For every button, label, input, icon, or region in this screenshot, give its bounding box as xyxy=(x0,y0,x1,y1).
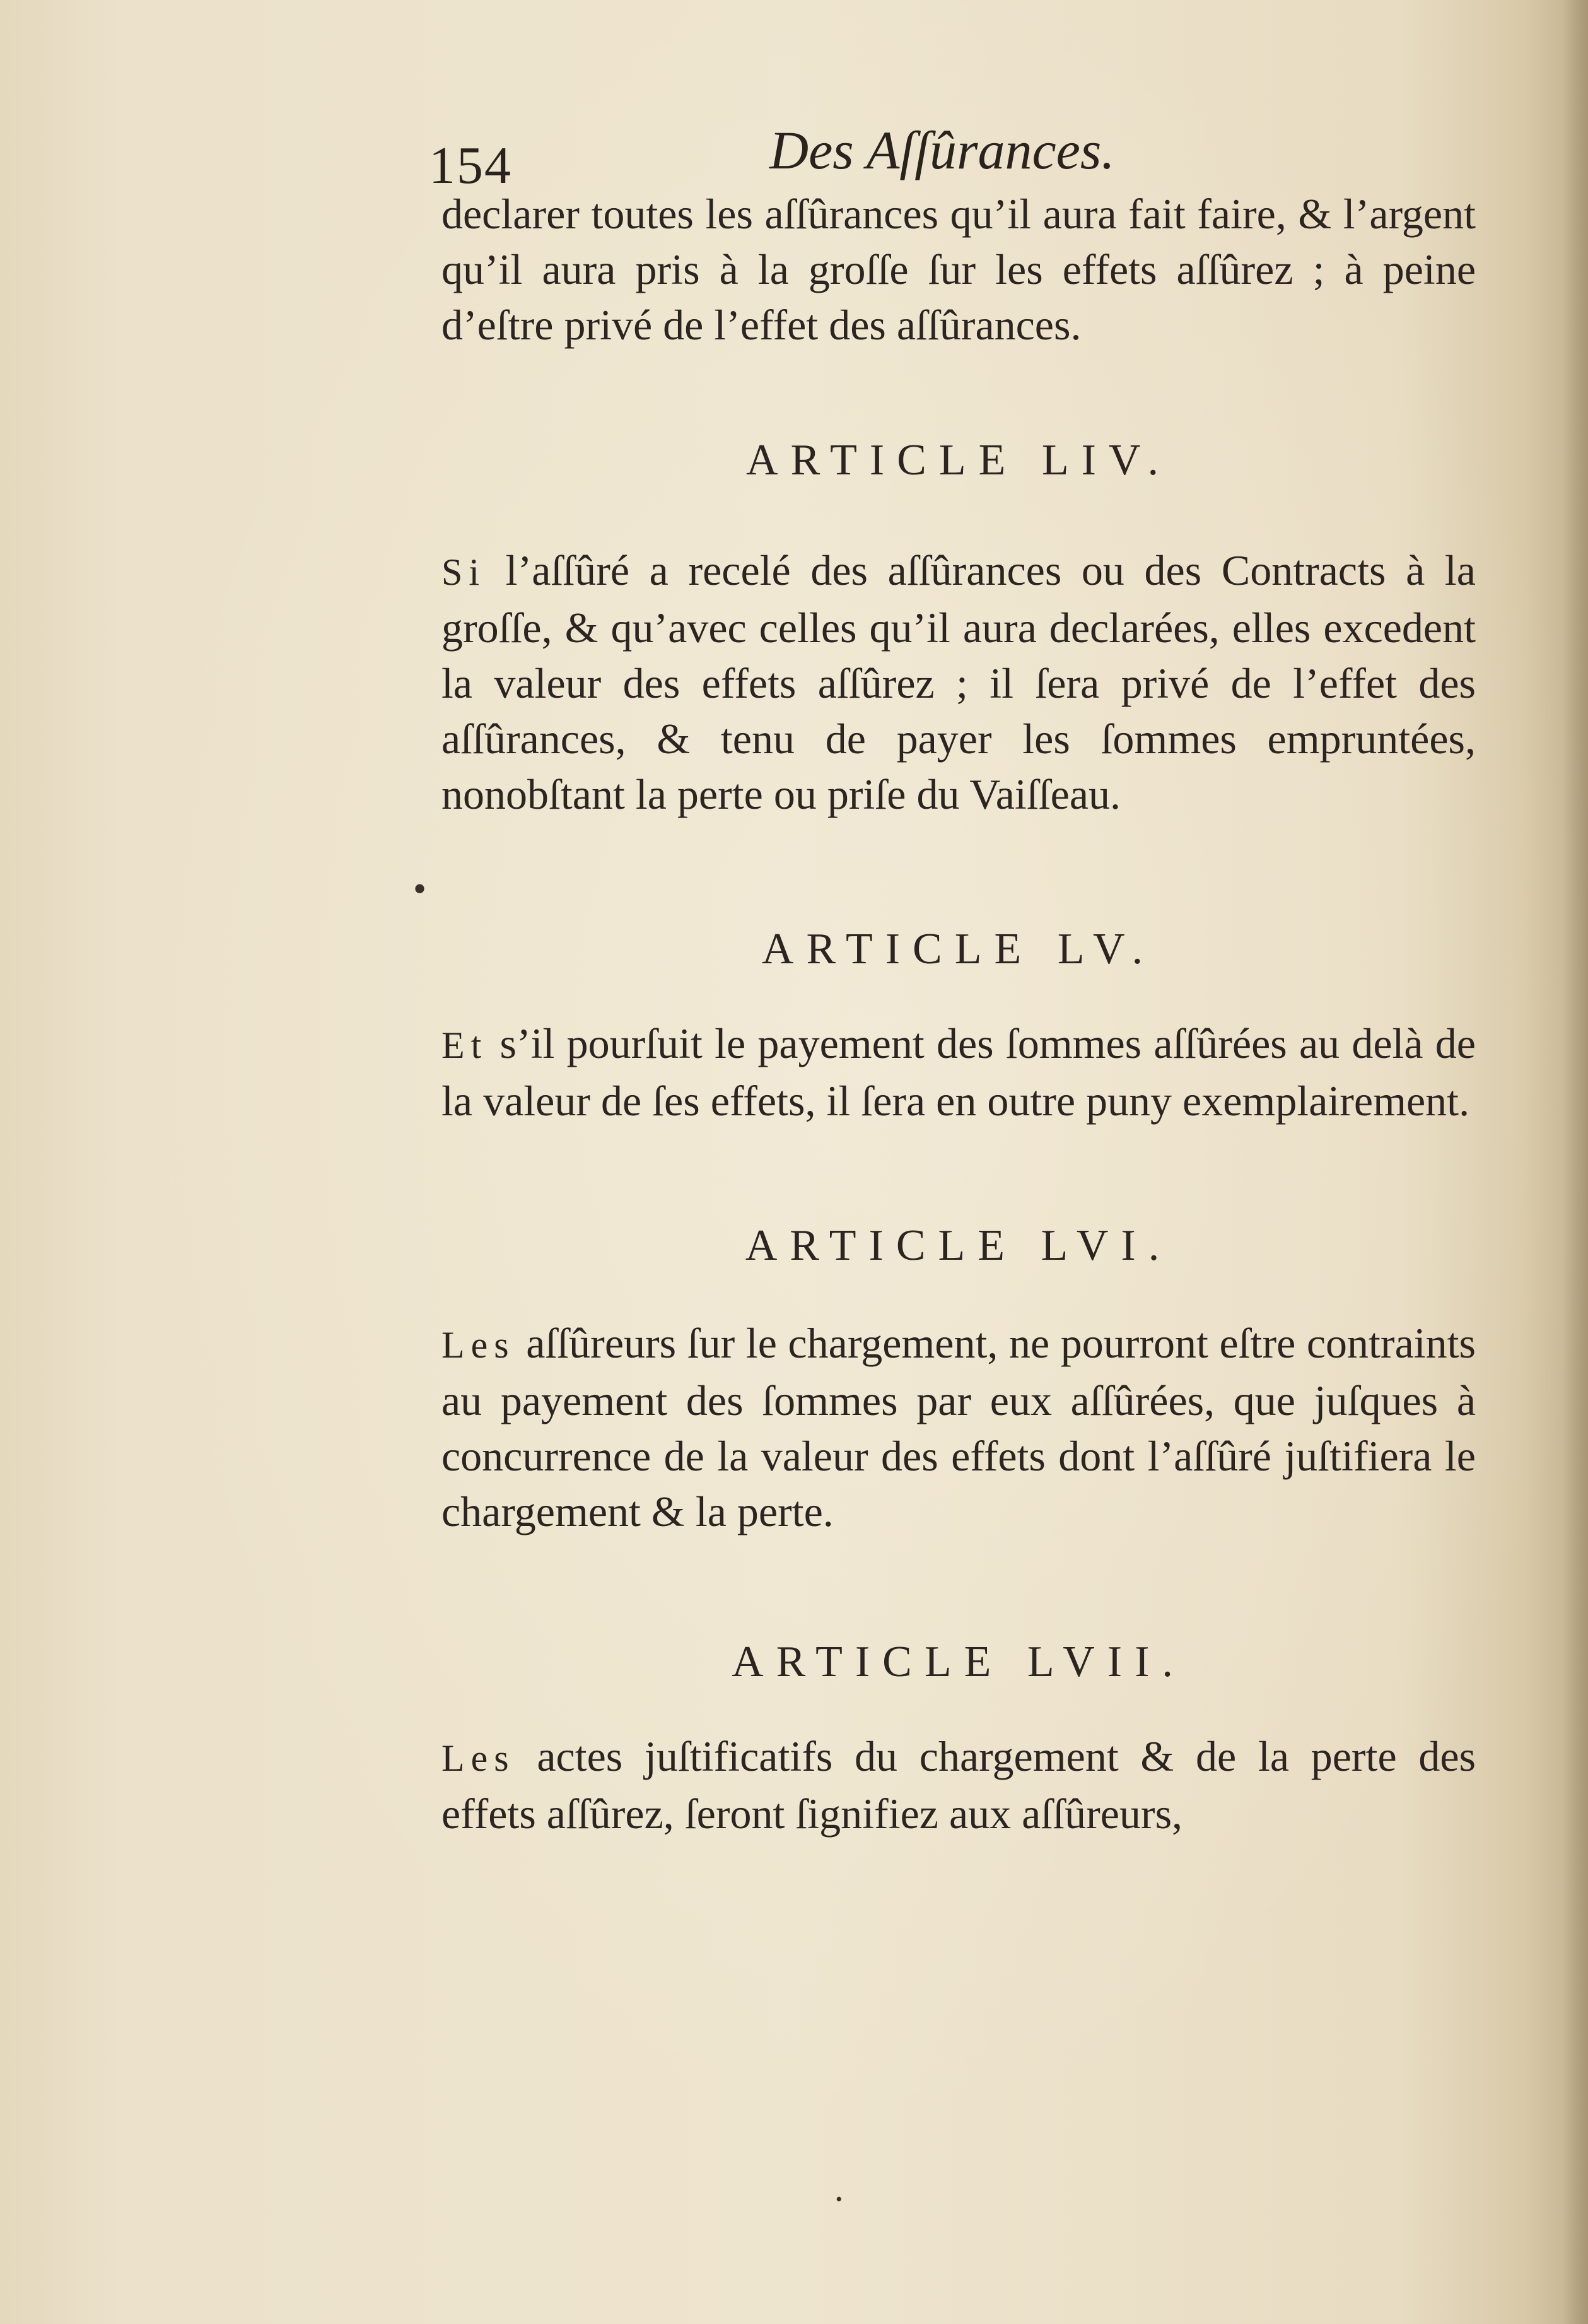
article-56-text: aſſûreurs ſur le chargement, ne pourront eſtre contraints au payement des ſommes par eux aſſûrées, que juſques à concurrence de la valeur des effets dont l’aſſûré juſtifiera le chargement & la perte. xyxy=(441,1319,1476,1535)
article-57-text: actes juſtificatifs du chargement & de la perte des effets aſſûrez, ſeront ſignifiez aux aſſûreurs, xyxy=(441,1732,1476,1838)
running-head: Des Aſſûrances. xyxy=(769,120,1115,180)
article-55-text: s’il pourſuit le payement des ſommes aſſûrées au delà de la valeur de ſes effets, il ſera en outre puny exemplairement. xyxy=(441,1019,1476,1125)
article-57-paragraph xyxy=(441,1728,1476,1841)
article-55-heading: ARTICLE LV. xyxy=(761,925,1156,973)
article-56-paragraph xyxy=(441,1315,1476,1539)
article-54-lead: Si xyxy=(441,551,486,593)
ink-dot: • xyxy=(413,868,427,910)
ink-speck: • xyxy=(836,2189,843,2210)
article-57-lead: Les xyxy=(441,1737,515,1779)
page-number: 154 xyxy=(429,136,512,195)
article-55-lead: Et xyxy=(441,1024,488,1066)
article-54-heading: ARTICLE LIV. xyxy=(746,436,1171,484)
article-56-lead: Les xyxy=(441,1324,515,1366)
article-57-heading: ARTICLE LVII. xyxy=(732,1638,1186,1686)
intro-paragraph: declarer toutes les aſſûrances qu’il aura fait faire, & l’argent qu’il aura pris à la groſſe ſur les effets aſſûrez ; à peine d’eſtre privé de l’effet des aſſûrances. xyxy=(441,190,1476,349)
article-54-paragraph xyxy=(441,543,1476,822)
article-54-text: l’aſſûré a recelé des aſſûrances ou des Contracts à la groſſe, & qu’avec celles qu’il aura declarées, elles excedent la valeur des effets aſſûrez ; il ſera privé de l’effet des aſſûrances, & tenu de payer les ſommes empruntées, nonobſtant la perte ou priſe du Vaiſſeau. xyxy=(441,546,1476,818)
article-56-heading: ARTICLE LVI. xyxy=(745,1221,1172,1270)
article-55-paragraph xyxy=(441,1016,1476,1129)
